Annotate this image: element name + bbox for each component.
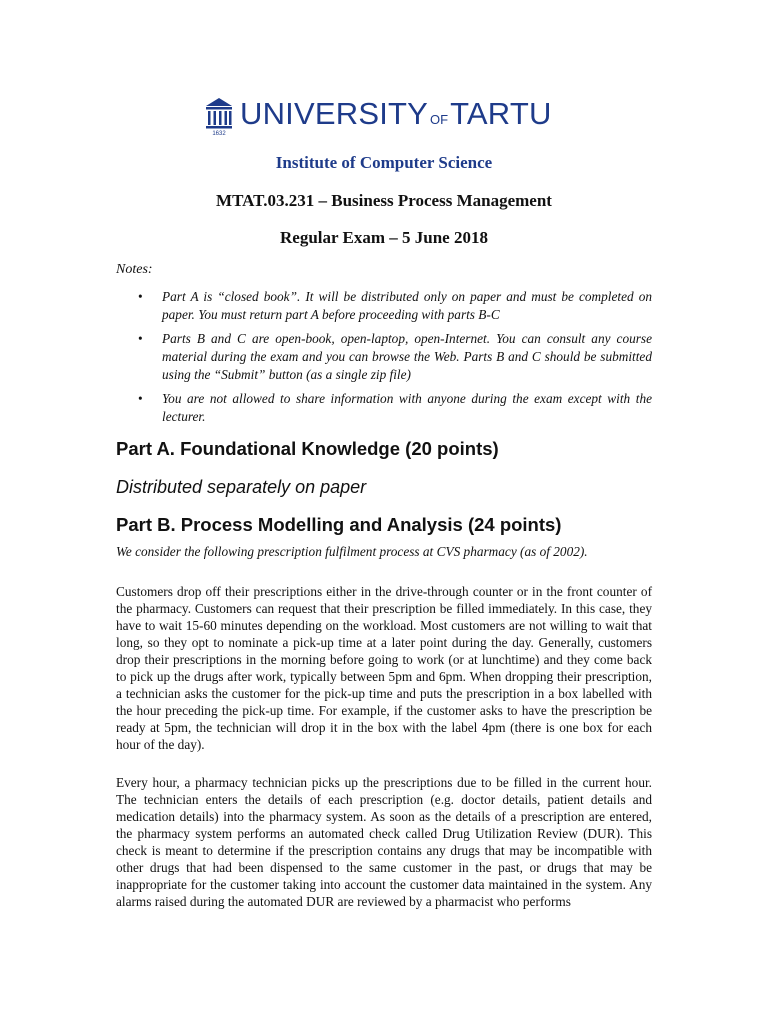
note-item (116, 390, 652, 426)
logo-word-tartu: TARTU (450, 96, 552, 131)
logo-word-university: UNIVERSITY (240, 96, 429, 131)
logo-year: 1632 (212, 131, 226, 136)
course-title: MTAT.03.231 – Business Process Management (216, 191, 552, 210)
part-a-heading: Part A. Foundational Knowledge (20 points) (116, 438, 499, 459)
note-item (116, 288, 652, 324)
exam-title: Regular Exam – 5 June 2018 (280, 228, 488, 247)
note-text: You are not allowed to share information with anyone during the exam except with the lecturer. (162, 391, 652, 424)
part-a-subtitle: Distributed separately on paper (116, 477, 367, 497)
university-building-icon (204, 96, 234, 136)
bullet-icon: • (138, 331, 143, 346)
notes-list (116, 288, 652, 432)
notes-label: Notes: (116, 262, 153, 277)
paragraph: Customers drop off their prescriptions either in the drive-through counter or in the front counter of the pharmacy. Customers can request that their prescription be filled immediately. In this case, they have to wait 15-60 minutes depending on the workload. Most customers are not willing to wait that long, so they opt to nominate a pick-up time at a later point during the day. Generally, customers drop their prescriptions in the morning before going to work (or at lunchtime) and they come back to pick up the drugs after work, typically between 5pm and 6pm. When dropping their prescription, a technician asks the customer for the pick-up time and puts the prescription in a box labelled with the hour preceding the pick-up time. For example, if the customer asks to have the prescription be ready at 5pm, the technician will drop it in the box with the label 4pm (there is one box for each hour of the day). (116, 584, 652, 752)
logo-word-of: OF (430, 112, 449, 127)
part-b-heading: Part B. Process Modelling and Analysis (24 points) (116, 514, 562, 535)
note-item (116, 330, 652, 384)
part-b-intro: We consider the following prescription fulfilment process at CVS pharmacy (as of 2002). (116, 544, 588, 559)
paragraph: Every hour, a pharmacy technician picks up the prescriptions due to be filled in the current hour. The technician enters the details of each prescription (e.g. doctor details, patient details and medication details) into the pharmacy system. As soon as the details of a prescription are entered, the pharmacy system performs an automated check called Drug Utilization Review (DUR). This check is meant to determine if the prescription contains any drugs that may be incompatible with other drugs that had been dispensed to the same customer in the past, or drugs that may be inappropriate for the customer taking into account the customer data maintained in the system. Any alarms raised during the automated DUR are reviewed by a pharmacist who performs (116, 775, 652, 909)
institute-name: Institute of Computer Science (275, 153, 493, 172)
note-text: Parts B and C are open-book, open-laptop, open-Internet. You can consult any course material during the exam and you can browse the Web. Parts B and C should be submitted using the “Submit” button (as a single zip file) (162, 331, 652, 382)
logo-wordmark (240, 96, 552, 132)
note-text: Part A is “closed book”. It will be distributed only on paper and must be completed on paper. You must return part A before proceeding with parts B-C (162, 289, 652, 322)
bullet-icon: • (138, 289, 143, 304)
bullet-icon: • (138, 391, 143, 406)
university-logo (204, 96, 552, 138)
